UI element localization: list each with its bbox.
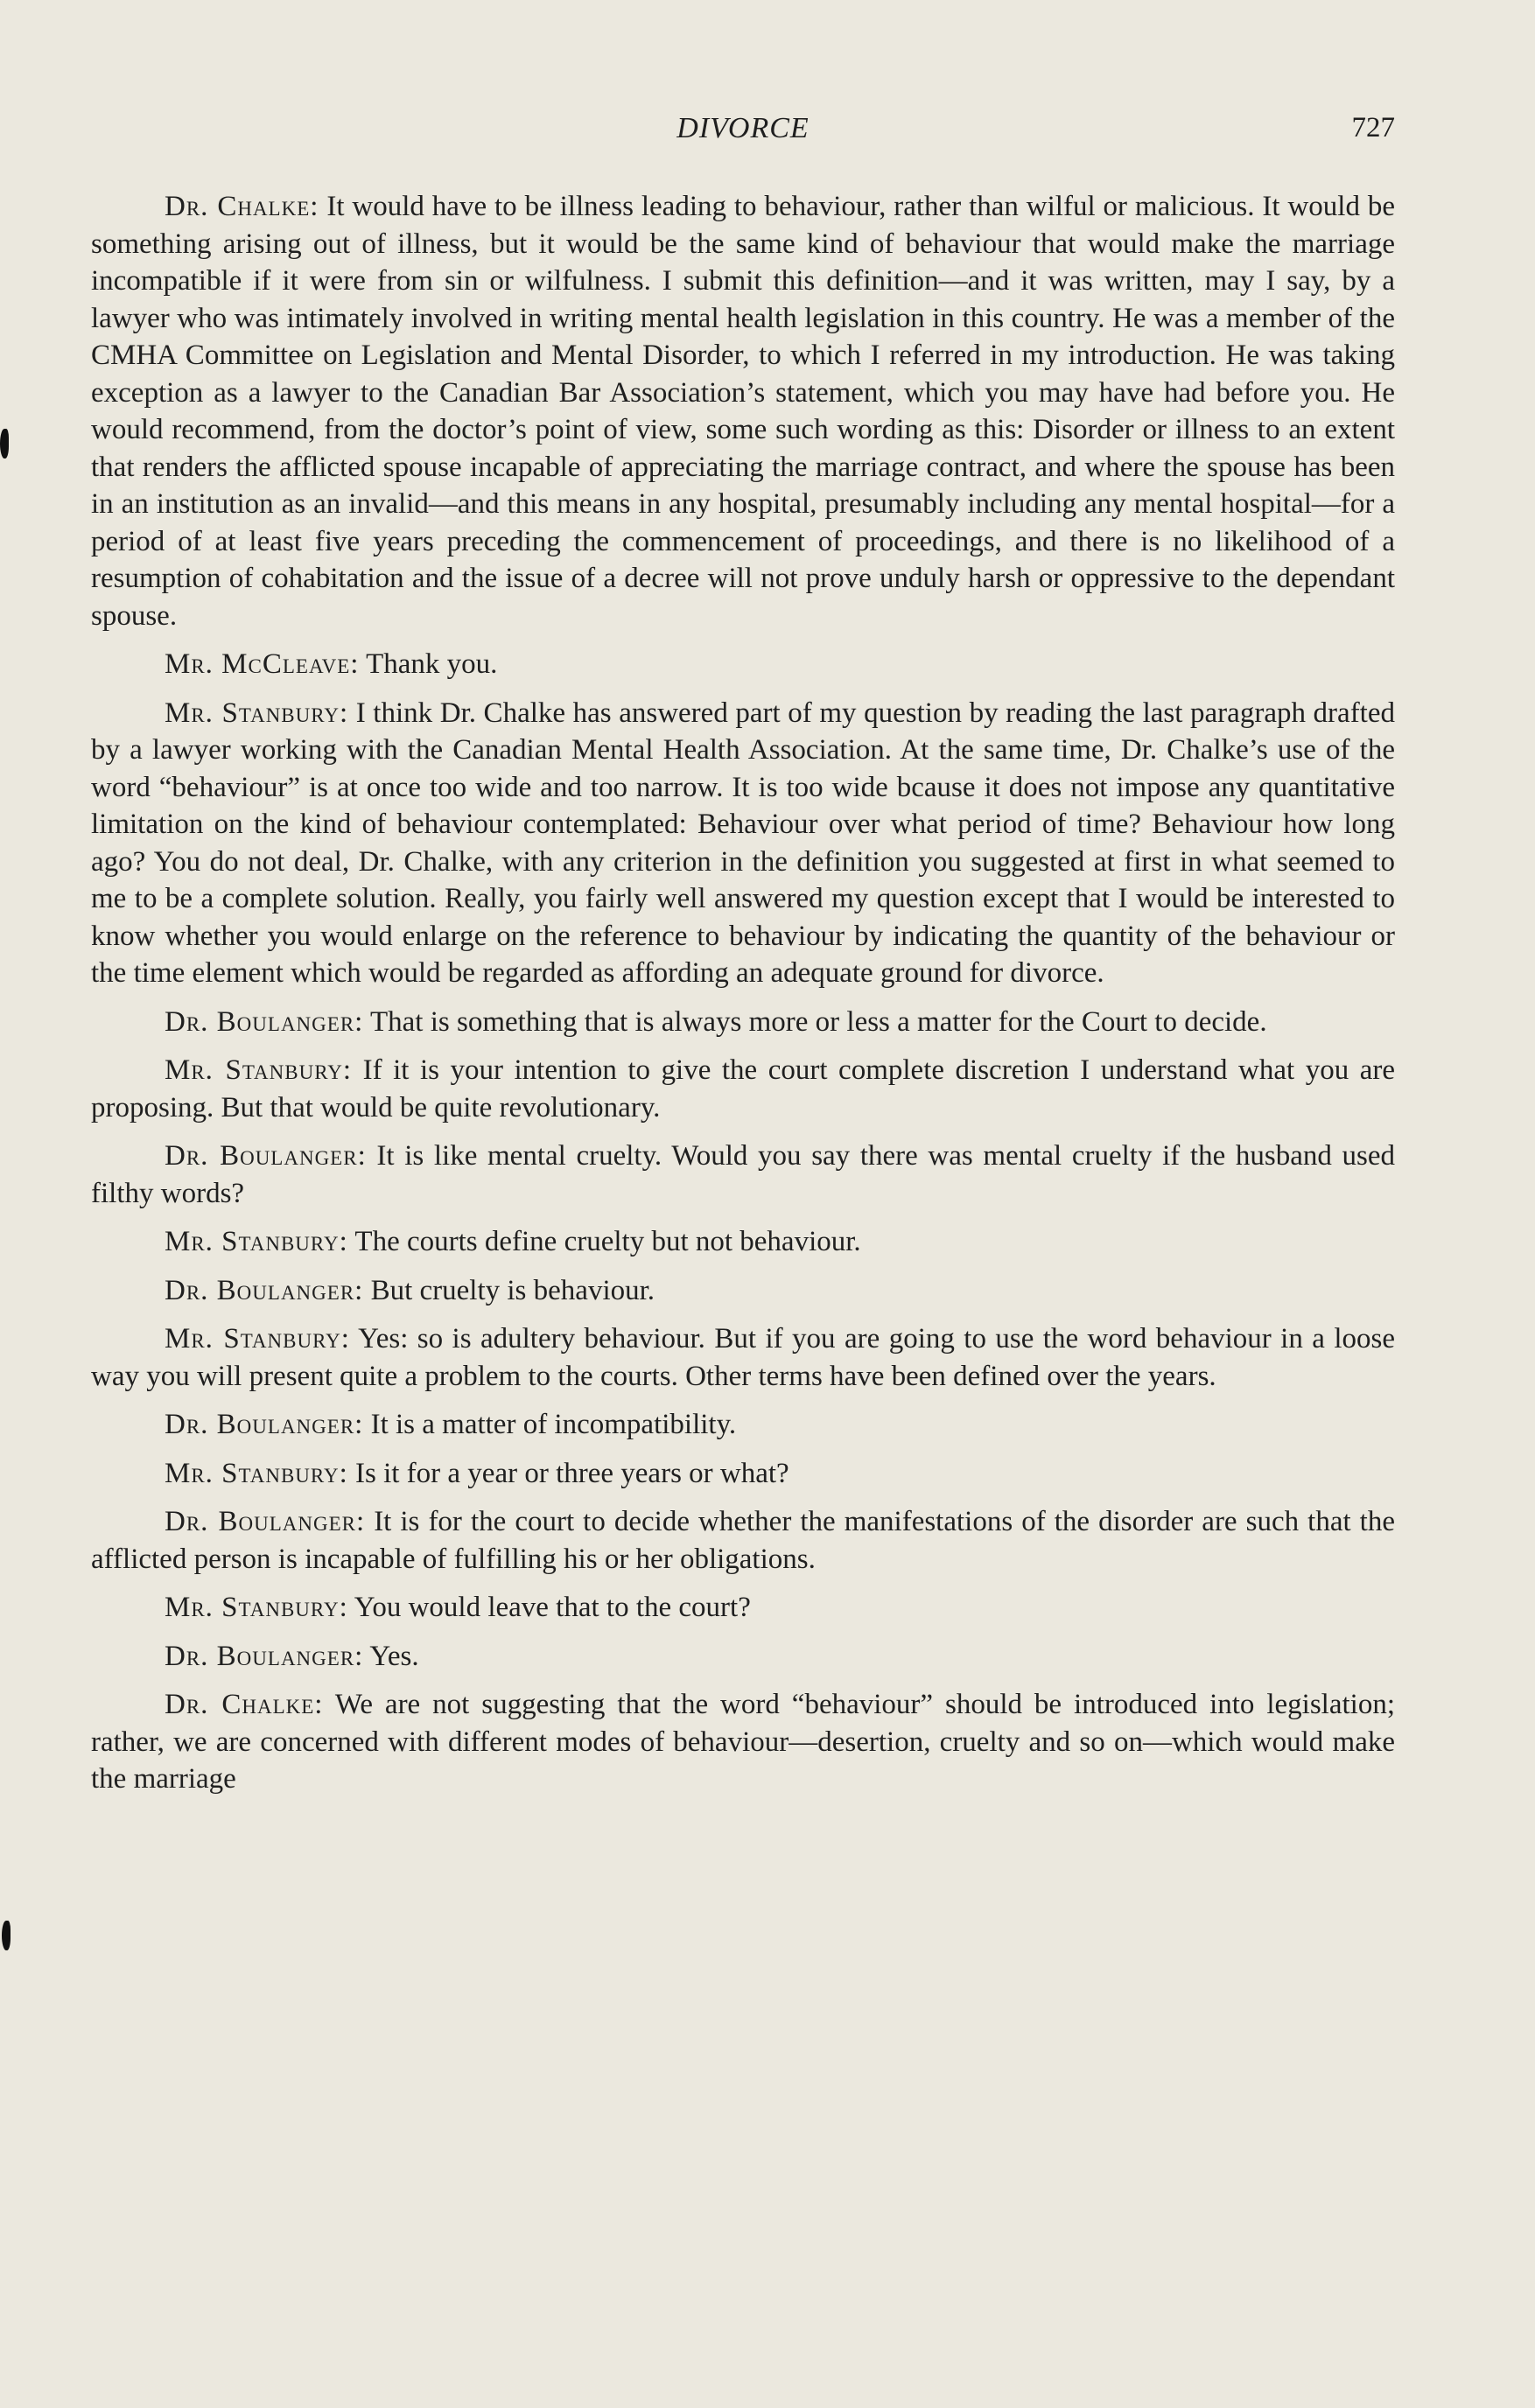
margin-binding-mark <box>0 429 9 458</box>
speaker-name: Mr. McCleave: <box>165 648 360 680</box>
speaker-name: Mr. Stanbury: <box>165 1054 353 1086</box>
paragraph-text: Yes: so is adultery behaviour. But if you are going to use the word behaviour in a loose way you will present quite a problem to the courts. Other terms have been defined over the years. <box>91 1323 1396 1392</box>
speaker-name: Mr. Stanbury: <box>165 1323 350 1354</box>
transcript-paragraph <box>91 1052 1395 1126</box>
paragraph-text: Yes. <box>369 1640 419 1672</box>
transcript-paragraph <box>91 695 1395 992</box>
paragraph-text: Thank you. <box>366 648 498 680</box>
paragraph-text: It is for the court to decide whether the manifestations of the disorder are such that the afflicted person is incapable of fulfilling his or her obligations. <box>91 1506 1395 1575</box>
paragraph-text: It is a matter of incompatibility. <box>370 1409 737 1440</box>
page-header <box>91 112 1395 156</box>
speaker-name: Dr. Chalke: <box>165 191 319 222</box>
paragraph-text: It would have to be illness leading to behaviour, rather than wilful or malicious. It would be something arising out of illness, but it would be the same kind of behaviour that would make the marriage incompatible if it were from sin or wilfulness. I submit this definition—and it was written, may I say, by a lawyer who was intimately involved in writing mental health legislation in this country. He was a member of the CMHA Committee on Legislation and Mental Disorder, to which I referred in my introduction. He was taking exception as a lawyer to the Canadian Bar Association’s statement, which you may have had before you. He would recommend, from the doctor’s point of view, some such wording as this: Disorder or illness to an extent that renders the afflicted spouse incapable of appreciating the marriage contract, and where the spouse has been in an institution as an invalid—and this means in any hospital, presumably including any mental hospital—for a period of at least five years preceding the commencement of proceedings, and there is no likelihood of a resumption of cohabitation and the issue of a decree will not prove unduly harsh or oppressive to the dependant spouse. <box>91 191 1395 632</box>
speaker-name: Mr. Stanbury: <box>165 1592 348 1623</box>
transcript-paragraph <box>91 646 1395 683</box>
transcript-paragraph <box>91 1320 1395 1395</box>
paragraph-text: Is it for a year or three years or what? <box>355 1457 789 1489</box>
paragraph-text: The courts define cruelty but not behaviour. <box>354 1226 861 1257</box>
paragraph-text: I think Dr. Chalke has answered part of my question by reading the last paragraph drafted by a lawyer working with the Canadian Mental Health Association. At the same time, Dr. Chalke’s use of the word “behaviour” is at once too wide and too narrow. It is too wide bcause it does not impose any quantitative limitation on the kind of behaviour contemplated: Behaviour over what period of time? Behaviour how long ago? You do not deal, Dr. Chalke, with any criterion in the definition you suggested at first in what seemed to me to be a complete solution. Really, you fairly well answered my question except that I would be interested to know whether you would enlarge on the reference to behaviour by indicating the quantity of the behaviour or the time element which would be regarded as affording an adequate ground for divorce. <box>91 696 1395 989</box>
transcript-paragraph <box>91 1138 1395 1212</box>
transcript-paragraph <box>91 1272 1395 1310</box>
speaker-name: Dr. Boulanger: <box>165 1274 364 1306</box>
running-head: DIVORCE <box>676 112 810 144</box>
transcript-paragraph <box>91 1406 1395 1444</box>
speaker-name: Mr. Stanbury: <box>165 1457 348 1489</box>
transcript-paragraph <box>91 1455 1395 1493</box>
transcript-paragraph <box>91 1686 1395 1798</box>
transcript-paragraph <box>91 1223 1395 1261</box>
paragraph-text: If it is your intention to give the court complete discretion I understand what you are proposing. But that would be quite revolutionary. <box>91 1054 1396 1124</box>
speaker-name: Dr. Boulanger: <box>165 1409 364 1440</box>
transcript-paragraph <box>91 1503 1395 1578</box>
speaker-name: Dr. Boulanger: <box>165 1640 364 1672</box>
margin-binding-mark <box>2 1921 11 1950</box>
speaker-name: Mr. Stanbury: <box>165 1226 348 1257</box>
transcript-paragraph <box>91 1589 1395 1627</box>
transcript-paragraph <box>91 188 1395 634</box>
speaker-name: Mr. Stanbury: <box>165 696 349 729</box>
paragraph-text: That is something that is always more or less a matter for the Court to decide. <box>370 1005 1267 1038</box>
transcript-paragraph <box>91 1638 1395 1676</box>
paragraph-text: It is like mental cruelty. Would you say there was mental cruelty if the husband used filthy words? <box>91 1140 1396 1209</box>
speaker-name: Dr. Boulanger: <box>165 1005 364 1038</box>
page-number: 727 <box>1351 112 1395 144</box>
speaker-name: Dr. Boulanger: <box>165 1140 367 1172</box>
paragraph-text: We are not suggesting that the word “behaviour” should be introduced into legislation; rather, we are concerned with different modes of behaviour—desertion, cruelty and so on—which would make the marriage <box>91 1689 1396 1795</box>
paragraph-text: But cruelty is behaviour. <box>370 1274 655 1306</box>
paragraph-text: You would leave that to the court? <box>354 1592 751 1623</box>
transcript-body <box>91 188 1395 1810</box>
speaker-name: Dr. Chalke: <box>165 1689 324 1720</box>
speaker-name: Dr. Boulanger: <box>165 1506 366 1537</box>
transcript-paragraph <box>91 1004 1395 1041</box>
